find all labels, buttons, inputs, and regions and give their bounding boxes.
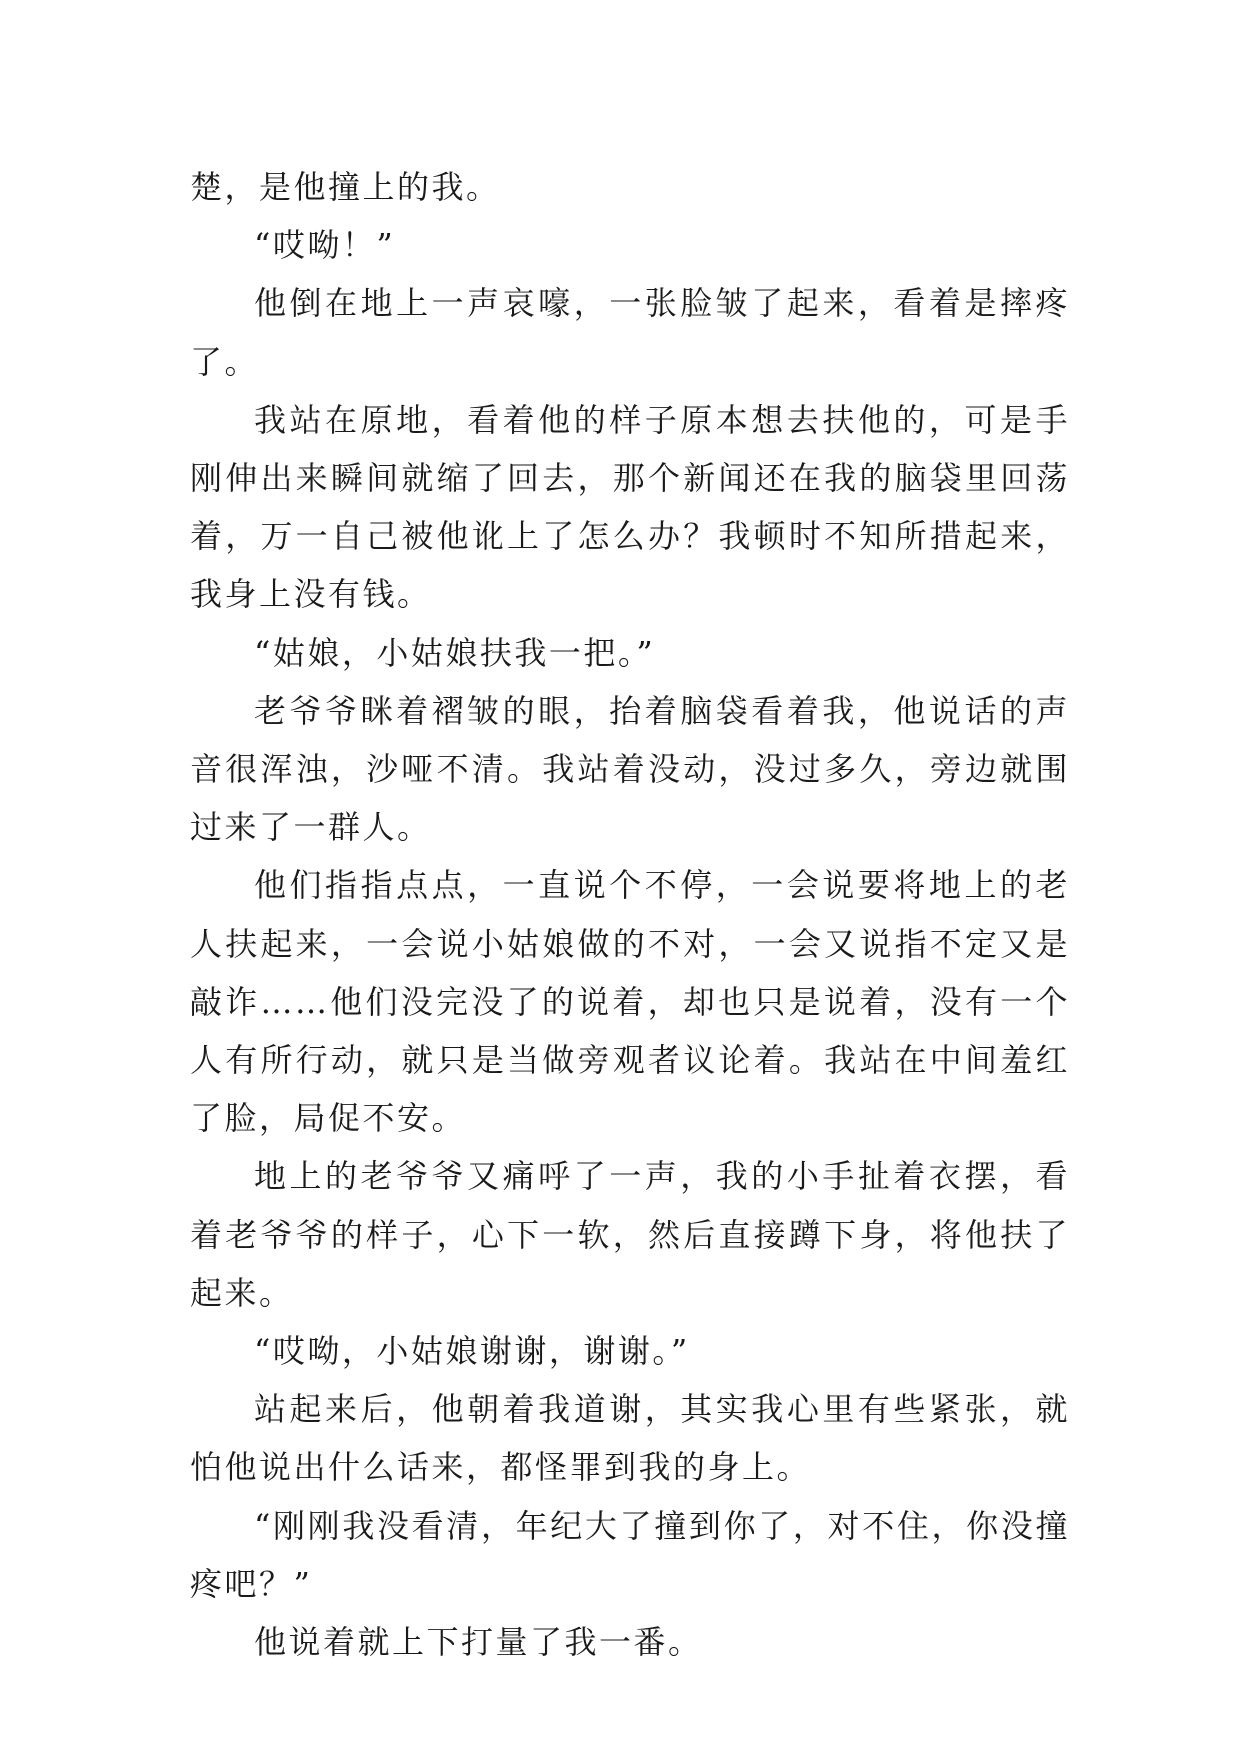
- paragraph: 他们指指点点，一直说个不停，一会说要将地上的老人扶起来，一会说小姑娘做的不对，一会又说指不定又是敲诈……他们没完没了的说着，却也只是说着，没有一个人有所行动，就只是当做旁观者议论着。我站在中间羞红了脸，局促不安。: [190, 866, 1070, 1138]
- paragraph: 地上的老爷爷又痛呼了一声，我的小手扯着衣摆，看着老爷爷的样子，心下一软，然后直接蹲下身，将他扶了起来。: [190, 1157, 1070, 1312]
- paragraph: “姑娘，小姑娘扶我一把。”: [254, 633, 656, 672]
- paragraph: “刚刚我没看清，年纪大了撞到你了，对不住，你没撞疼吧？”: [190, 1506, 1070, 1603]
- paragraph: 我站在原地，看着他的样子原本想去扶他的，可是手刚伸出来瞬间就缩了回去，那个新闻还在我的脑袋里回荡着，万一自己被他讹上了怎么办？我顿时不知所措起来，我身上没有钱。: [190, 400, 1070, 614]
- paragraph: “哎呦！”: [254, 226, 396, 265]
- document-body: [190, 158, 1070, 1671]
- paragraph: 他倒在地上一声哀嚎，一张脸皱了起来，看着是摔疼了。: [190, 284, 1070, 381]
- paragraph: 站起来后，他朝着我道谢，其实我心里有些紧张，就怕他说出什么话来，都怪罪到我的身上。: [190, 1390, 1070, 1487]
- paragraph: 老爷爷眯着褶皱的眼，抬着脑袋看着我，他说话的声音很浑浊，沙哑不清。我站着没动，没过多久，旁边就围过来了一群人。: [190, 691, 1070, 847]
- paragraph: “哎呦，小姑娘谢谢，谢谢。”: [254, 1332, 690, 1371]
- paragraph: 楚，是他撞上的我。: [190, 168, 501, 206]
- paragraph: 他说着就上下打量了我一番。: [254, 1623, 703, 1662]
